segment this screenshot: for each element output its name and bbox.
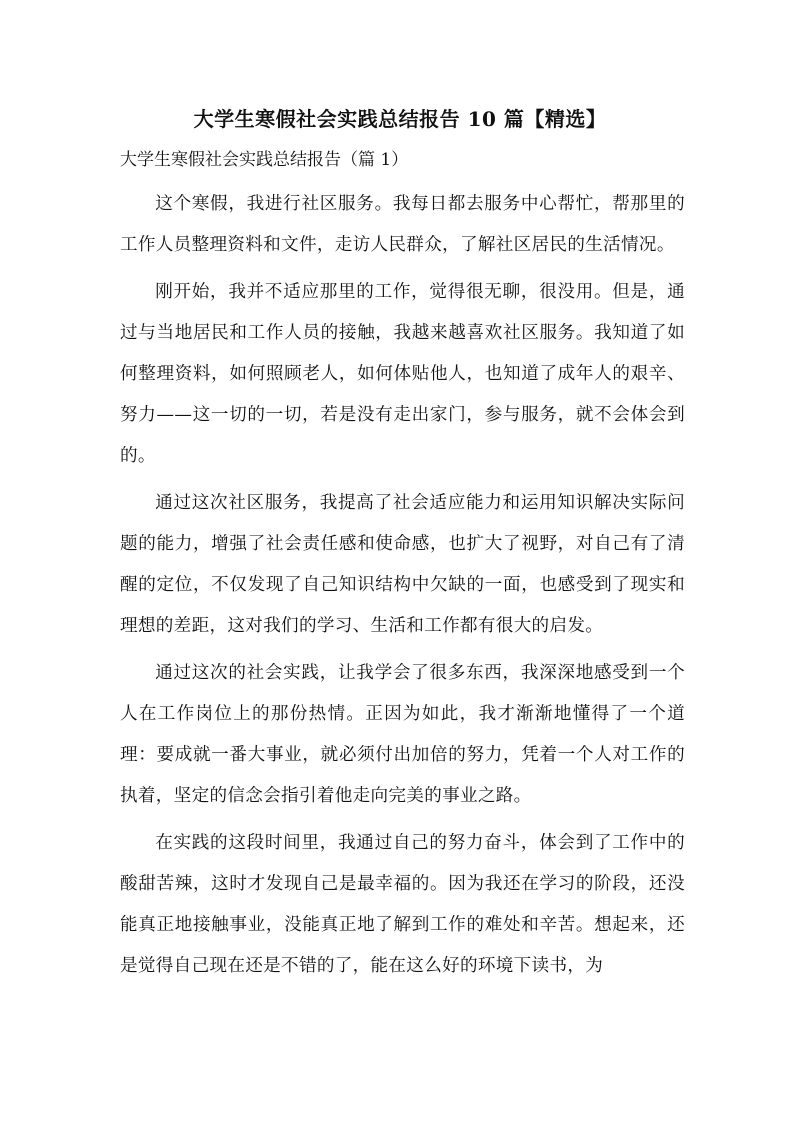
document-body bbox=[120, 184, 685, 993]
section-heading: 大学生寒假社会实践总结报告（篇 1） bbox=[120, 150, 409, 170]
paragraph-5: 在实践的这段时间里，我通过自己的努力奋斗，体会到了工作中的酸甜苦辣，这时才发现自己是最幸福的。因为我还在学习的阶段，还没能真正地接触事业，没能真正地了解到工作的难处和辛苦。想起来，还是觉得自己现在还是不错的了，能在这么好的环境下读书，为 bbox=[120, 833, 685, 976]
paragraph-1: 这个寒假，我进行社区服务。我每日都去服务中心帮忙，帮那里的工作人员整理资料和文件，走访人民群众，了解社区居民的生活情况。 bbox=[120, 194, 685, 255]
paragraph-3: 通过这次社区服务，我提高了社会适应能力和运用知识解决实际问题的能力，增强了社会责任感和使命感，也扩大了视野，对自己有了清醒的定位，不仅发现了自己知识结构中欠缺的一面，也感受到了现实和理想的差距，这对我们的学习、生活和工作都有很大的启发。 bbox=[120, 493, 685, 636]
paragraph-4: 通过这次的社会实践，让我学会了很多东西，我深深地感受到一个人在工作岗位上的那份热情。正因为如此，我才渐渐地懂得了一个道理：要成就一番大事业，就必须付出加倍的努力，凭着一个人对工作的执着，坚定的信念会指引着他走向完美的事业之路。 bbox=[120, 663, 685, 806]
document-title: 大学生寒假社会实践总结报告 10 篇【精选】 bbox=[193, 107, 607, 131]
paragraph-2: 刚开始，我并不适应那里的工作，觉得很无聊，很没用。但是，通过与当地居民和工作人员的接触，我越来越喜欢社区服务。我知道了如何整理资料，如何照顾老人，如何体贴他人，也知道了成年人的艰辛、努力——这一切的一切，若是没有走出家门，参与服务，就不会体会到的。 bbox=[120, 282, 685, 466]
